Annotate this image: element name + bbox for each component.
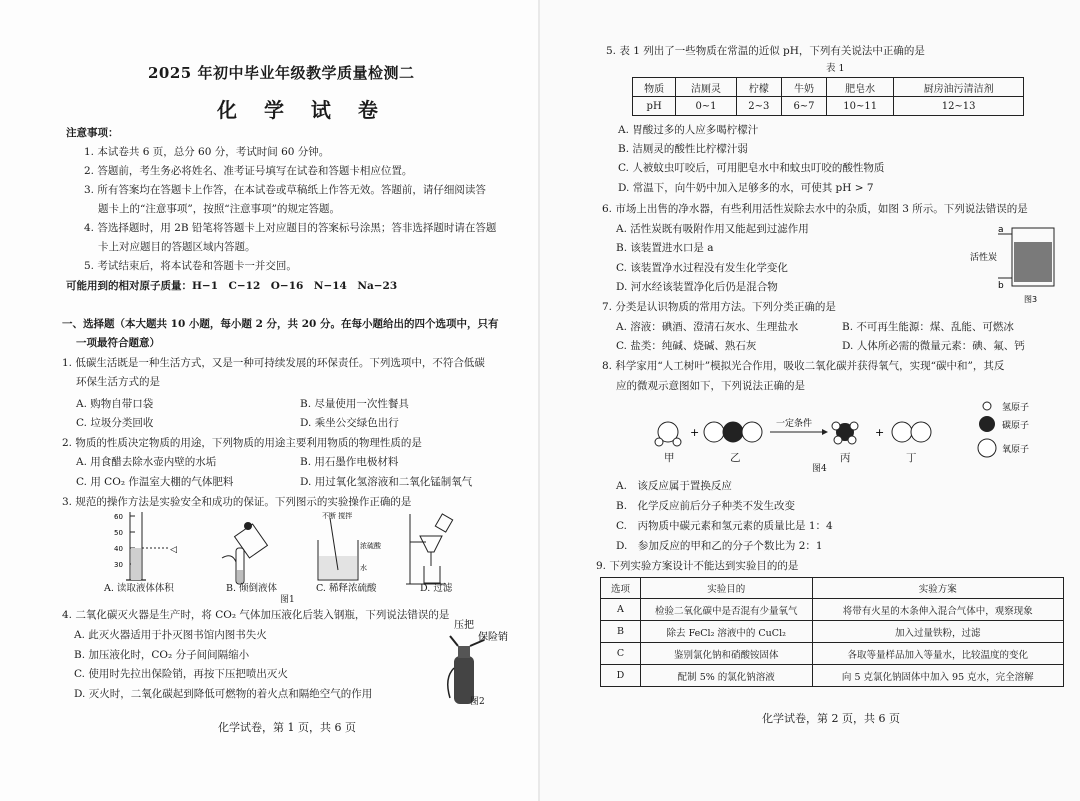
q8-stem: 8. 科学家用“人工树叶”模拟光合作用，吸收二氧化碳并获得氧气，实现“碳中和”，其反 [602, 360, 1005, 372]
co2-molecule-icon [704, 422, 762, 442]
note-line: 卡上对应题目的答题区域内答题。 [98, 241, 256, 253]
table-header-cell: 肥皂水 [827, 78, 894, 97]
q4-option-a: A. 此灭火器适用于扑灭图书馆内图书失火 [74, 629, 267, 641]
table-cell: pH [633, 97, 676, 116]
table-cell: 10~11 [827, 97, 894, 116]
q9-stem: 9. 下列实验方案设计不能达到实验目的的是 [596, 560, 799, 572]
reaction-condition: 一定条件 [776, 419, 813, 429]
q4-option-d: D. 灭火时，二氧化碳起到降低可燃物的着火点和隔绝空气的作用 [74, 688, 373, 700]
dilute-acid-beaker-icon [318, 511, 382, 580]
water-purifier-figure [968, 222, 1064, 306]
q5-option-a: A. 胃酸过多的人应多喝柠檬汁 [618, 124, 759, 136]
q7-option-d: D. 人体所必需的微量元素：碘、氟、钙 [842, 340, 1025, 352]
label-stir: 不断 搅拌 [322, 512, 353, 520]
table-cell: 配制 5% 的氯化钠溶液 [640, 665, 812, 687]
q8-option-b: B. 化学反应前后分子种类不发生改变 [616, 500, 796, 512]
q8-option-d: D. 参加反应的甲和乙的分子个数比为 2：1 [616, 540, 823, 552]
table-row [601, 621, 1064, 643]
q8-option-a: A. 该反应属于置换反应 [616, 480, 732, 492]
caption-d: D. 过滤 [420, 583, 453, 594]
q1-option-c: C. 垃圾分类回收 [76, 417, 154, 429]
q7-option-b: B. 不可再生能源：煤、乱能、可燃冰 [842, 321, 1014, 333]
table-header-cell: 厨房油污清洁剂 [894, 78, 1024, 97]
caption-b: B. 倾倒液体 [226, 583, 278, 594]
label-yi: 乙 [730, 452, 741, 464]
q3-apparatus-figures [90, 508, 490, 592]
table-cell: 鉴别氯化钠和硝酸铵固体 [640, 643, 812, 665]
q7-option-c: C. 盐类：纯碱、烧碱、熟石灰 [616, 340, 757, 352]
figure-caption: 图1 [280, 595, 295, 605]
q6-option-b: B. 该装置进水口是 a [616, 242, 714, 254]
table-header-cell: 选项 [601, 578, 641, 599]
page-footer: 化学试卷，第 2 页，共 6 页 [762, 712, 900, 725]
table-title: 表 1 [826, 63, 845, 74]
reaction-diagram [650, 396, 1070, 470]
graduated-cylinder-icon [114, 512, 177, 580]
table-cell: 除去 FeCl₂ 溶液中的 CuCl₂ [640, 621, 812, 643]
label-water: 水 [360, 564, 367, 572]
q3-stem: 3. 规范的操作方法是实验安全和成功的保证。下列图示的实验操作正确的是 [62, 496, 412, 508]
q4-stem: 4. 二氧化碳灭火器是生产时，将 CO₂ 气体加压液化后装入钢瓶，下列说法错误的是 [62, 609, 450, 621]
q5-option-b: B. 洁厕灵的酸性比柠檬汁弱 [618, 143, 748, 155]
table-header-cell: 实验目的 [640, 578, 812, 599]
ph-table [632, 77, 1024, 116]
q7-stem: 7. 分类是认识物质的常用方法。下列分类正确的是 [602, 301, 836, 313]
figure-caption: 图4 [812, 464, 827, 474]
note-line: 1. 本试卷共 6 页，总分 60 分，考试时间 60 分钟。 [84, 146, 330, 158]
ph-table-row [633, 97, 1024, 116]
ph-table-header [633, 78, 1024, 97]
page-footer: 化学试卷，第 1 页，共 6 页 [218, 721, 356, 734]
table-header-cell: 柠檬 [736, 78, 781, 97]
q8-option-c: C. 丙物质中碳元素和氢元素的质量比是 1：4 [616, 520, 833, 532]
experiment-table [600, 577, 1064, 687]
table-cell: 0~1 [676, 97, 737, 116]
legend-carbon: 碳原子 [1002, 421, 1030, 431]
table-header-row [601, 578, 1064, 599]
caption-c: C. 稀释浓硫酸 [316, 583, 377, 594]
label-a: a [998, 225, 1004, 235]
q2-option-a: A. 用食醋去除水壶内壁的水垢 [76, 456, 217, 468]
atomic-mass-line: 可能用到的相对原子质量：H−1 C−12 O−16 N−14 Na−23 [66, 280, 398, 292]
q2-option-c: C. 用 CO₂ 作温室大棚的气体肥料 [76, 476, 234, 488]
table-cell: 将带有火星的木条伸入混合气体中，观察现象 [812, 599, 1063, 621]
q7-option-a: A. 溶液：碘酒、澄清石灰水、生理盐水 [616, 321, 799, 333]
q6-stem: 6. 市场上出售的净水器，有些利用活性炭除去水中的杂质，如图 3 所示。下列说法错误的是 [602, 203, 1028, 215]
o2-molecule-icon [892, 422, 931, 442]
q5-option-d: D. 常温下，向牛奶中加入足够多的水，可使其 pH > 7 [618, 182, 874, 194]
table-cell: 加入过量铁粉，过滤 [812, 621, 1063, 643]
q6-option-c: C. 该装置净水过程没有发生化学变化 [616, 262, 788, 274]
table-cell: 检验二氧化碳中是否混有少量氧气 [640, 599, 812, 621]
table-cell: 6~7 [781, 97, 826, 116]
figure-caption: 图2 [470, 697, 485, 707]
q1-option-a: A. 购物自带口袋 [76, 398, 154, 410]
tick-label: 30 [114, 561, 123, 569]
table-header-cell: 实验方案 [812, 578, 1063, 599]
hydrogen-atom-icon [983, 402, 991, 410]
table-header-cell: 物质 [633, 78, 676, 97]
svg-text:+: + [875, 426, 885, 439]
table-cell: 12~13 [894, 97, 1024, 116]
q2-stem: 2. 物质的性质决定物质的用途，下列物质的用途主要利用物质的物理性质的是 [62, 437, 422, 449]
q6-option-a: A. 活性炭既有吸附作用又能起到过滤作用 [616, 223, 809, 235]
legend-hydrogen: 氢原子 [1002, 403, 1030, 413]
table-cell: 各取等量样品加入等量水，比较温度的变化 [812, 643, 1063, 665]
figure-caption: 图3 [1024, 295, 1038, 304]
tick-label: 50 [114, 529, 123, 537]
table-cell: 向 5 克氯化钠固体中加入 95 克水，完全溶解 [812, 665, 1063, 687]
note-line: 5. 考试结束后，将本试卷和答题卡一并交回。 [84, 260, 297, 272]
q4-option-c: C. 使用时先拉出保险销，再按下压把喷出灭火 [74, 668, 288, 680]
table-cell: A [601, 599, 641, 621]
label-pin: 保险销 [478, 632, 508, 643]
table-row [601, 599, 1064, 621]
table-cell: B [601, 621, 641, 643]
note-line: 3. 所有答案均在答题卡上作答，在本试卷或草稿纸上作答无效。答题前，请仔细阅读答 [84, 184, 486, 196]
fire-extinguisher-figure [440, 616, 530, 712]
notes-heading: 注意事项： [66, 127, 119, 139]
filtration-funnel-icon [406, 514, 453, 584]
q1-option-b: B. 尽量使用一次性餐具 [300, 398, 409, 410]
note-line: 2. 答题前，考生务必将姓名、准考证号填写在试卷和答题卡相应位置。 [84, 165, 413, 177]
q2-option-d: D. 用过氧化氢溶液和二氧化锰制氧气 [300, 476, 473, 488]
tick-label: 60 [114, 513, 123, 521]
q4-option-b: B. 加压液化时，CO₂ 分子间间隔缩小 [74, 649, 250, 661]
label-bing: 丙 [840, 452, 851, 464]
reactant-molecule-icon [655, 422, 681, 446]
tick-label: 40 [114, 545, 123, 553]
q1-stem: 环保生活方式的是 [76, 376, 160, 388]
section-heading: 一、选择题（本大题共 10 小题，每小题 2 分，共 20 分。在每小题给出的四个选项中，只有 [62, 318, 499, 330]
carbon-atom-icon [979, 416, 995, 432]
note-line: 题卡上的“注意事项”，按照“注意事项”的规定答题。 [98, 203, 340, 215]
section-heading: 一项最符合题意） [76, 337, 160, 349]
label-b: b [998, 281, 1004, 291]
label-activated-carbon: 活性炭 [970, 253, 998, 263]
oxygen-atom-icon [978, 439, 996, 457]
table-cell: C [601, 643, 641, 665]
q2-option-b: B. 用石墨作电极材料 [300, 456, 399, 468]
q1-stem: 1. 低碳生活既是一种生活方式，又是一种可持续发展的环保责任。下列选项中，不符合低碳 [62, 357, 485, 369]
exam-title: 2025 年初中毕业年级教学质量检测二 [148, 64, 415, 82]
fire-extinguisher-icon [448, 636, 484, 704]
water-purifier-icon [998, 228, 1054, 286]
exam-subtitle: 化 学 试 卷 [217, 98, 388, 122]
q1-option-d: D. 乘坐公交绿色出行 [300, 417, 399, 429]
legend-oxygen: 氧原子 [1002, 445, 1030, 455]
q5-option-c: C. 人被蚊虫叮咬后，可用肥皂水中和蚊虫叮咬的酸性物质 [618, 162, 885, 174]
pouring-liquid-icon [222, 522, 267, 584]
table-row [601, 643, 1064, 665]
q6-option-d: D. 河水经该装置净化后仍是混合物 [616, 281, 778, 293]
svg-text:+: + [690, 426, 700, 439]
exam-page-2 [540, 0, 1080, 801]
table-cell: D [601, 665, 641, 687]
label-jia: 甲 [664, 452, 675, 464]
q8-stem: 应的微观示意图如下，下列说法正确的是 [616, 380, 805, 392]
table-header-cell: 洁厕灵 [676, 78, 737, 97]
label-acid: 浓硫酸 [360, 542, 381, 550]
table-row [601, 665, 1064, 687]
caption-a: A. 读取液体体积 [104, 583, 174, 594]
svg-text:◁: ◁ [170, 545, 177, 555]
label-ding: 丁 [906, 452, 917, 464]
q5-stem: 5. 表 1 列出了一些物质在常温的近似 pH，下列有关说法中正确的是 [606, 45, 925, 57]
table-header-cell: 牛奶 [781, 78, 826, 97]
label-handle: 压把 [454, 620, 474, 631]
table-cell: 2~3 [736, 97, 781, 116]
note-line: 4. 答选择题时，用 2B 铅笔将答题卡上对应题目的答案标号涂黑；答非选择题时请在答题 [84, 222, 497, 234]
ch4-molecule-icon [832, 422, 858, 444]
